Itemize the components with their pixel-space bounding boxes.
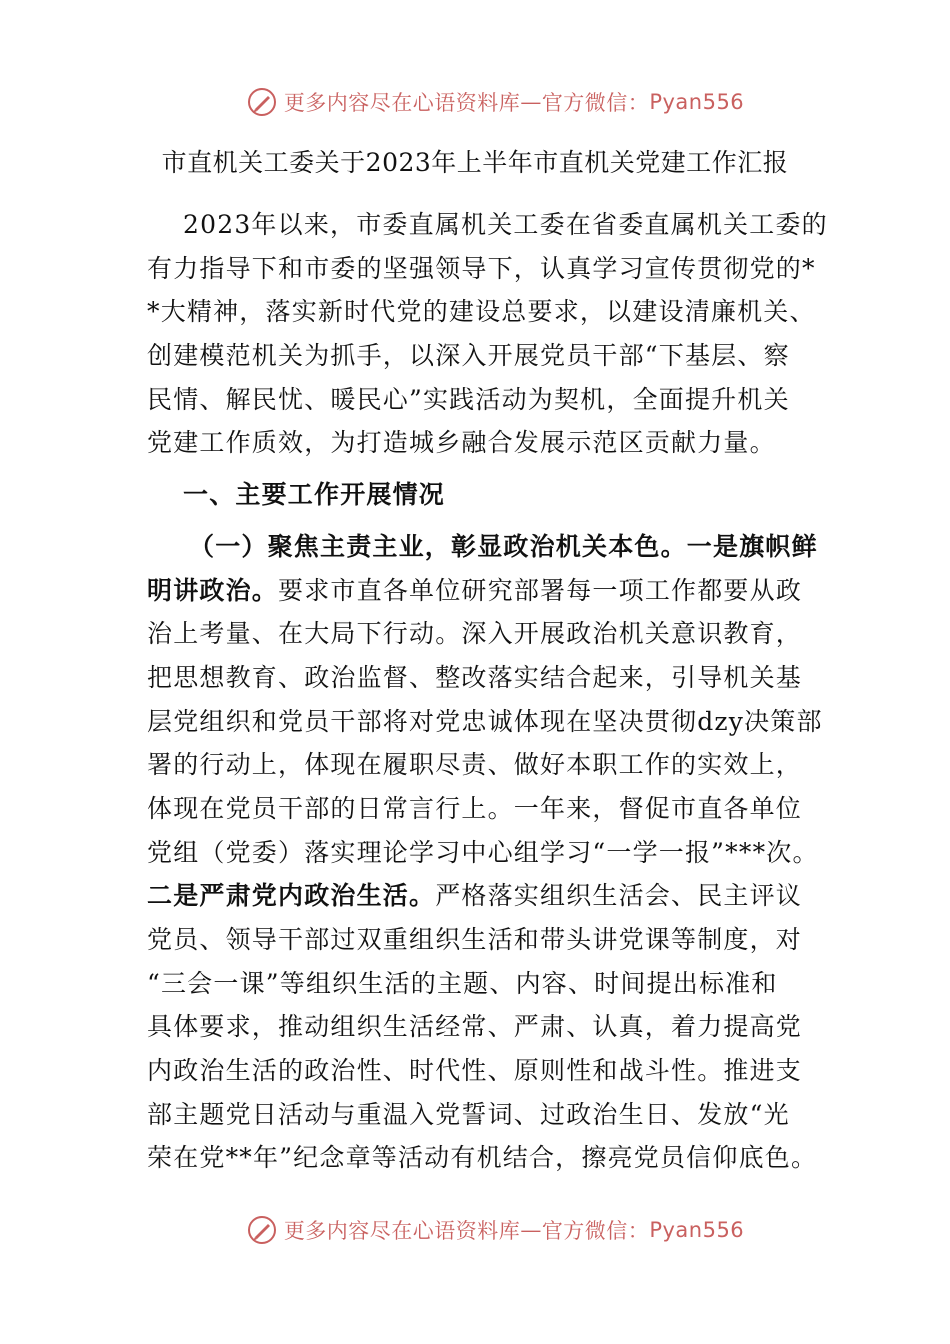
point-title: 明讲政治。 bbox=[147, 575, 279, 605]
subsection-heading: （一）聚焦主责主业，彰显政治机关本色。一是旗帜鲜 bbox=[189, 531, 818, 561]
paragraph-line: 层党组织和党员干部将对党忠诚体现在坚决贯彻dzy决策部 bbox=[147, 706, 823, 736]
watermark-separator: — bbox=[520, 90, 542, 114]
intro-line: 2023年以来，市委直属机关工委在省委直属机关工委的 bbox=[183, 210, 828, 239]
paragraph-line bbox=[147, 569, 827, 613]
paragraph-line: 党组（党委）落实理论学习中心组学习“一学一报”***次。 bbox=[147, 837, 819, 867]
intro-line: 党建工作质效，为打造城乡融合发展示范区贡献力量。 bbox=[147, 428, 776, 458]
paragraph-line: “三会一课”等组织生活的主题、内容、时间提出标准和 bbox=[147, 968, 778, 998]
paragraph-line: 内政治生活的政治性、时代性、原则性和战斗性。推进支 bbox=[147, 1056, 803, 1086]
paragraph-line bbox=[147, 874, 827, 918]
intro-line: 民情、解民忧、暖民心”实践活动为契机，全面提升机关 bbox=[147, 384, 790, 414]
document-title: 市直机关工委关于2023年上半年市直机关党建工作汇报 bbox=[161, 148, 789, 177]
paragraph-line: 体现在党员干部的日常言行上。一年来，督促市直各单位 bbox=[147, 793, 803, 823]
paragraph-line: 把思想教育、政治监督、整改落实结合起来，引导机关基 bbox=[147, 662, 803, 692]
watermark-wechat-id: Pyan556 bbox=[649, 90, 745, 114]
watermark-separator: — bbox=[520, 1218, 542, 1242]
point-title: 二是严肃党内政治生活。 bbox=[147, 881, 436, 911]
point-text: 严格落实组织生活会、民主评议 bbox=[435, 881, 803, 911]
watermark-text: 更多内容尽在心语资料库 bbox=[283, 1219, 521, 1243]
document-body bbox=[147, 203, 827, 1180]
paragraph-line: 荣在党**年”纪念章等活动有机结合，擦亮党员信仰底色。 bbox=[147, 1143, 818, 1173]
watermark-bottom bbox=[0, 1210, 950, 1250]
pen-icon bbox=[246, 1214, 278, 1246]
section-heading: 一、主要工作开展情况 bbox=[183, 480, 446, 510]
paragraph-line: 党员、领导干部过双重组织生活和带头讲党课等制度，对 bbox=[147, 925, 803, 954]
paragraph-line: 具体要求，推动组织生活经常、严肃、认真，着力提高党 bbox=[147, 1012, 803, 1042]
intro-line: *大精神，落实新时代党的建设总要求，以建设清廉机关、 bbox=[147, 297, 816, 327]
watermark-text: 更多内容尽在心语资料库 bbox=[283, 91, 521, 115]
point-text: 要求市直各单位研究部署每一项工作都要从政 bbox=[278, 575, 803, 605]
paragraph-line: 部主题党日活动与重温入党誓词、过政治生日、发放“光 bbox=[147, 1099, 790, 1129]
watermark-label: 官方微信： bbox=[541, 1219, 650, 1243]
paragraph-line: 治上考量、在大局下行动。深入开展政治机关意识教育， bbox=[147, 619, 803, 649]
intro-line: 创建模范机关为抓手，以深入开展党员干部“下基层、察 bbox=[147, 341, 790, 371]
watermark-label: 官方微信： bbox=[541, 91, 650, 115]
pen-icon bbox=[246, 86, 278, 118]
watermark-top bbox=[0, 82, 950, 122]
intro-line: 有力指导下和市委的坚强领导下，认真学习宣传贯彻党的* bbox=[147, 253, 816, 283]
paragraph-line: 署的行动上，体现在履职尽责、做好本职工作的实效上， bbox=[147, 750, 803, 780]
watermark-wechat-id: Pyan556 bbox=[649, 1218, 745, 1242]
